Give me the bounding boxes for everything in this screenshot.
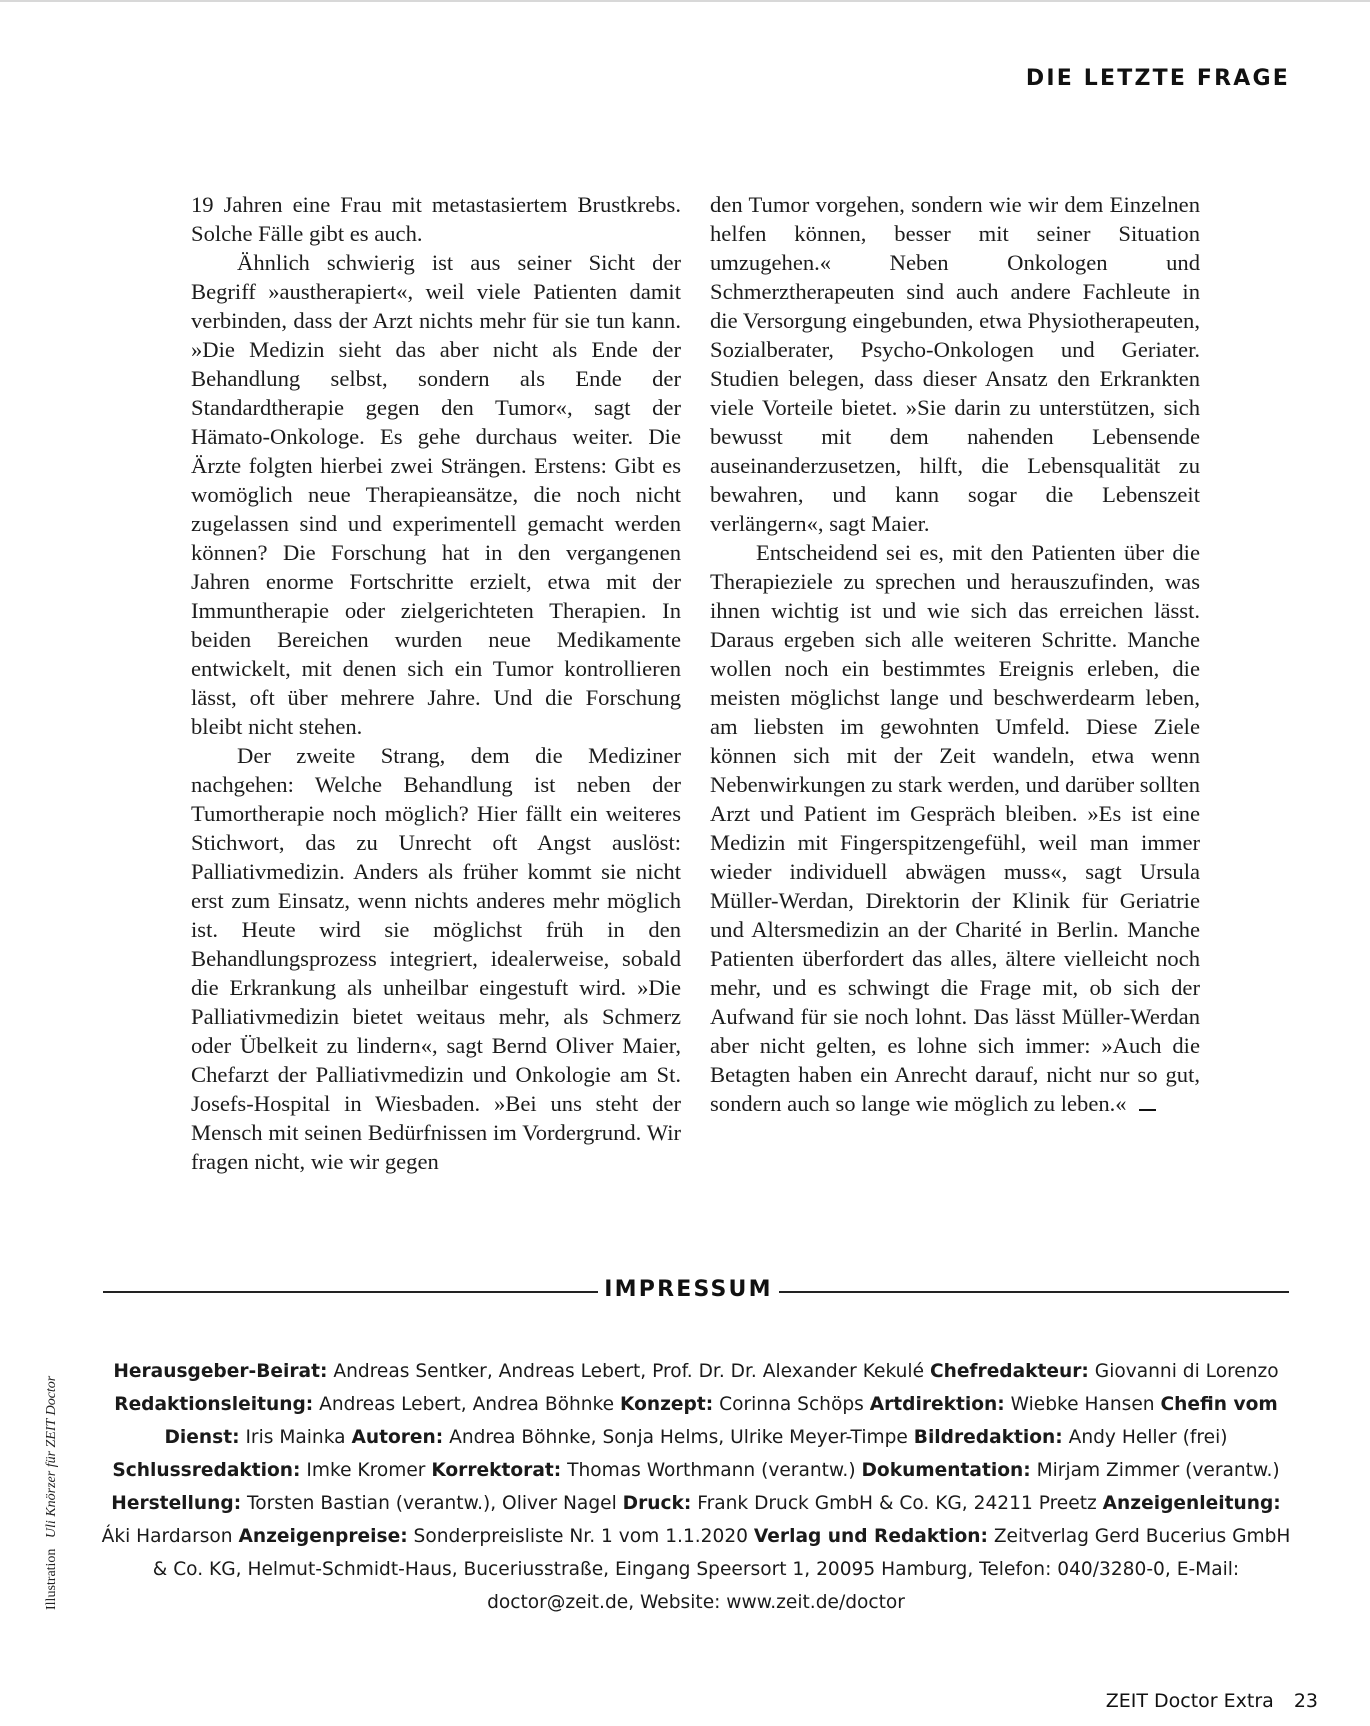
- impressum-value: Corinna Schöps: [713, 1394, 870, 1415]
- impressum-label: Korrektorat:: [431, 1460, 562, 1481]
- page-footer: [1106, 1690, 1318, 1712]
- impressum-label: Herstellung:: [111, 1493, 242, 1514]
- page-number: 23: [1293, 1690, 1318, 1712]
- impressum-label: Schlussredaktion:: [112, 1460, 301, 1481]
- impressum-title: IMPRESSUM: [604, 1277, 773, 1302]
- impressum-value: Zeitverlag Gerd Bucerius GmbH & Co. KG, Helmut-Schmidt-Haus, Buceriusstraße, Eingang Speersort 1, 20095 Hamburg, Telefon: 040/3280-0, E-Mail: doctor@zeit.de, Website: www.zeit.de/doctor: [152, 1526, 1291, 1613]
- impressum-label: Verlag und Redaktion:: [753, 1526, 988, 1547]
- impressum-value: Iris Mainka: [239, 1427, 352, 1448]
- section-title: DIE LETZTE FRAGE: [1025, 66, 1290, 91]
- impressum-value: Andreas Lebert, Andrea Böhnke: [313, 1394, 621, 1415]
- impressum-label: Redaktionsleitung:: [114, 1394, 314, 1415]
- credit-name: Uli Knörzer für ZEIT Doctor: [44, 1375, 59, 1539]
- impressum-label: Autoren:: [351, 1427, 444, 1448]
- impressum-value: Sonderpreisliste Nr. 1 vom 1.1.2020: [407, 1526, 754, 1547]
- impressum-label: Herausgeber-Beirat:: [113, 1361, 328, 1382]
- publication-name: ZEIT Doctor Extra: [1105, 1690, 1274, 1712]
- impressum-value: Wiebke Hansen: [1004, 1394, 1161, 1415]
- impressum-value: Andy Heller (frei): [1062, 1427, 1228, 1448]
- impressum-rule-left: [103, 1291, 598, 1293]
- end-of-article-mark: [1139, 1109, 1156, 1112]
- illustration-credit: [44, 1376, 60, 1610]
- article-paragraph: Der zweite Strang, dem die Mediziner nachgehen: Welche Behandlung ist neben der Tumortherapie noch möglich? Hier fällt ein weiteres Stichwort, das zu Unrecht oft Angst auslöst: Palliativmedizin. Anders als früher kommt sie nicht erst zum Einsatz, wenn nichts anderes mehr möglich ist. Heute wird sie möglichst früh in den Behandlungsprozess integriert, idealerweise, sobald die Erkrankung als unheilbar eingestuft wird. »Die Palliativmedizin bietet weitaus mehr, als Schmerz oder Übelkeit zu lindern«, sagt Bernd Oliver Maier, Chefarzt der Palliativmedizin und Onkologie am St. Josefs-Hospital in Wiesbaden. »Bei uns steht der Mensch mit seinen Bedürfnissen im Vordergrund. Wir fragen nicht, wie wir gegen: [191, 743, 681, 1174]
- article-paragraph: den Tumor vorgehen, sondern wie wir dem Einzelnen helfen können, besser mit seiner Situation umzugehen.« Neben Onkologen und Schmerztherapeuten sind auch andere Fachleute in die Versorgung eingebunden, etwa Physiotherapeuten, Sozialberater, Psycho-Onkologen und Geriater. Studien belegen, dass dieser Ansatz den Erkrankten viele Vorteile bietet. »Sie darin zu unterstützen, sich bewusst mit dem nahenden Lebensende auseinanderzusetzen, hilft, die Lebensqualität zu bewahren, und kann sogar die Lebenszeit verlängern«, sagt Maier.: [710, 192, 1200, 536]
- impressum-value: Frank Druck GmbH & Co. KG, 24211 Preetz: [691, 1493, 1103, 1514]
- impressum-label: Anzeigenleitung:: [1102, 1493, 1281, 1514]
- article-paragraph-text: Entscheidend sei es, mit den Patienten über die Therapieziele zu sprechen und herauszufinden, was ihnen wichtig ist und wie sich das erreichen lässt. Daraus ergeben sich alle weiteren Schritte. Manche wollen noch ein bestimmtes Ereignis erleben, die meisten möglichst lange und beschwerdearm leben, am liebsten im gewohnten Umfeld. Diese Ziele können sich mit der Zeit wandeln, etwa wenn Nebenwirkungen zu stark werden, und darüber sollten Arzt und Patient im Gespräch bleiben. »Es ist eine Medizin mit Fingerspitzengefühl, weil man immer wieder individuell abwägen muss«, sagt Ursula Müller-Werdan, Direktorin der Klinik für Geriatrie und Altersmedizin an der Charité in Berlin. Manche Patienten überfordert das alles, ältere vielleicht noch mehr, und es schwingt die Frage mit, ob sich der Aufwand für sie noch lohnt. Das lässt Müller-Werdan aber nicht gelten, es lohne sich immer: »Auch die Betagten haben ein Anrecht darauf, nicht nur so gut, sondern auch so lange wie möglich zu leben.«: [710, 540, 1201, 1116]
- top-rule: [0, 0, 1370, 2]
- impressum-rule-right: [779, 1291, 1289, 1293]
- impressum-label: Dokumentation:: [861, 1460, 1031, 1481]
- impressum-value: Andreas Sentker, Andreas Lebert, Prof. Dr. Dr. Alexander Kekulé: [327, 1361, 930, 1382]
- impressum-value: Mirjam Zimmer (verantw.): [1030, 1460, 1280, 1481]
- article-column-left: [191, 190, 681, 1176]
- impressum-text: [100, 1355, 1292, 1619]
- credit-prefix: Illustration: [44, 1548, 59, 1610]
- impressum-label: Druck:: [622, 1493, 692, 1514]
- impressum-value: Torsten Bastian (verantw.), Oliver Nagel: [241, 1493, 623, 1514]
- impressum-label: Konzept:: [620, 1394, 714, 1415]
- impressum-label: Chefin vom Dienst:: [164, 1394, 1278, 1448]
- impressum-value: Áki Hardarson: [101, 1526, 239, 1547]
- article-paragraph: 19 Jahren eine Frau mit metastasiertem Brustkrebs. Solche Fälle gibt es auch.: [191, 192, 681, 246]
- impressum-label: Chefredakteur:: [929, 1361, 1089, 1382]
- impressum-value: Imke Kromer: [300, 1460, 432, 1481]
- impressum-value: Andrea Böhnke, Sonja Helms, Ulrike Meyer-Timpe: [443, 1427, 914, 1448]
- impressum-value: Giovanni di Lorenzo: [1088, 1361, 1279, 1382]
- article-column-right: [710, 190, 1200, 1118]
- article-paragraph: Ähnlich schwierig ist aus seiner Sicht der Begriff »austherapiert«, weil viele Patienten damit verbinden, dass der Arzt nichts mehr für sie tun kann. »Die Medizin sieht das aber nicht als Ende der Behandlung selbst, sondern als Ende der Standardtherapie gegen den Tumor«, sagt der Hämato-Onkologe. Es gehe durchaus weiter. Die Ärzte folgten hierbei zwei Strängen. Erstens: Gibt es womöglich neue Therapieansätze, die noch nicht zugelassen sind und experimentell gemacht werden können? Die Forschung hat in den vergangenen Jahren enorme Fortschritte erzielt, etwa mit der Immuntherapie oder zielgerichteten Therapien. In beiden Bereichen wurden neue Medikamente entwickelt, mit denen sich ein Tumor kontrollieren lässt, oft über mehrere Jahre. Und die Forschung bleibt nicht stehen.: [191, 250, 681, 739]
- impressum-label: Artdirektion:: [869, 1394, 1005, 1415]
- impressum-value: Thomas Worthmann (verantw.): [561, 1460, 862, 1481]
- article-paragraph-last: [710, 538, 1200, 1118]
- impressum-header: [103, 1273, 1289, 1309]
- impressum-label: Bildredaktion:: [913, 1427, 1063, 1448]
- impressum-label: Anzeigenpreise:: [238, 1526, 408, 1547]
